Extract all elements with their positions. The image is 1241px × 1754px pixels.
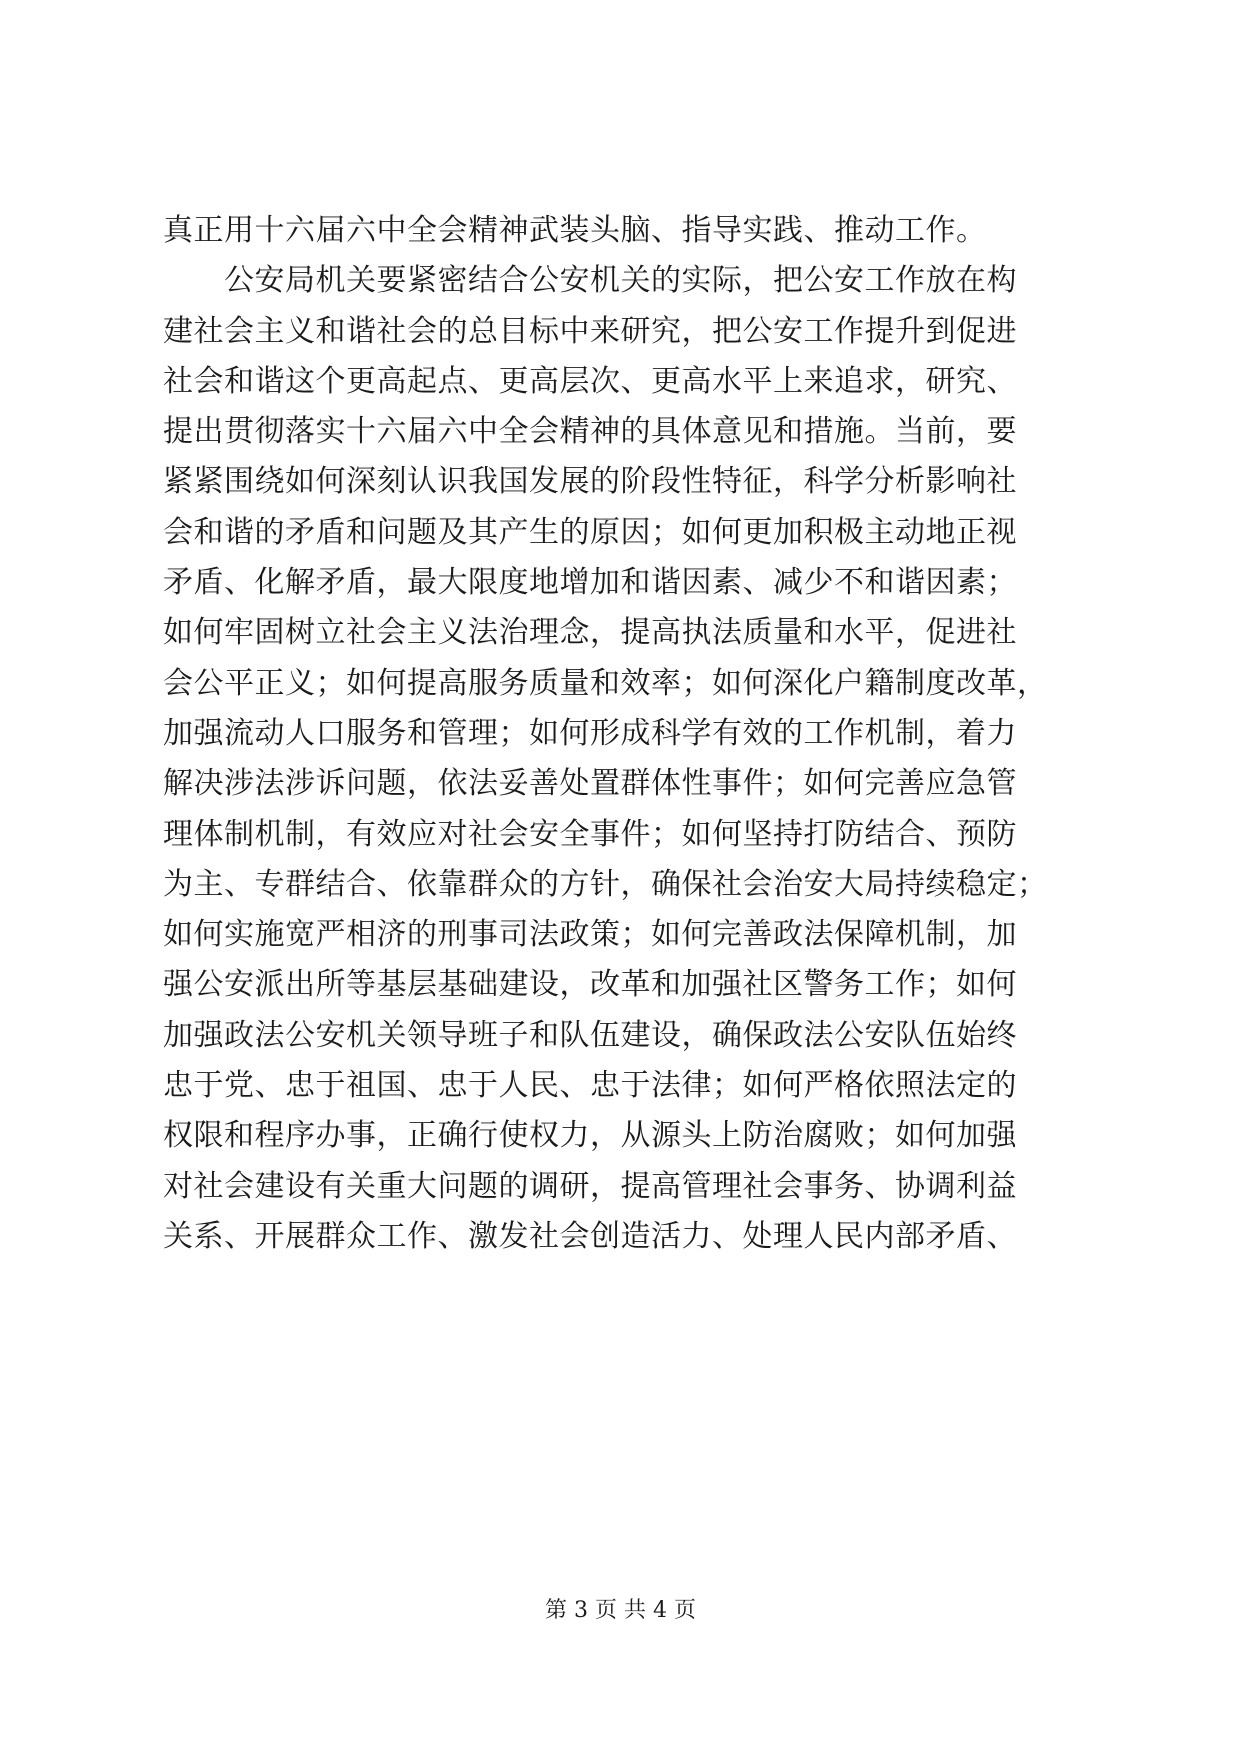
text-line-5: 提出贯彻落实十六届六中全会精神的具体意见和措施。当前，要 [163, 414, 1017, 450]
text-line-6: 紧紧围绕如何深刻认识我国发展的阶段性特征，科学分析影响社 [163, 464, 1017, 500]
text-line-15: 如何实施宽严相济的刑事司法政策；如何完善政法保障机制，加 [163, 917, 1017, 953]
page-number-footer: 第 3 页 共 4 页 [545, 1598, 696, 1623]
text-line-1: 真正用十六届六中全会精神武装头脑、指导实践、推动工作。 [163, 213, 987, 248]
text-line-2: 公安局机关要紧密结合公安机关的实际，把公安工作放在构 [163, 263, 1017, 299]
text-line-3: 建社会主义和谐社会的总目标中来研究，把公安工作提升到促进 [163, 313, 1017, 349]
text-line-18: 忠于党、忠于祖国、忠于人民、忠于法律；如何严格依照法定的 [163, 1068, 1017, 1104]
text-line-12: 解决涉法涉诉问题，依法妥善处置群体性事件；如何完善应急管 [163, 766, 1017, 802]
text-line-4: 社会和谐这个更高起点、更高层次、更高水平上来追求，研究、 [163, 363, 1017, 399]
text-line-21: 关系、开展群众工作、激发社会创造活力、处理人民内部矛盾、 [163, 1218, 1017, 1254]
text-line-11: 加强流动人口服务和管理；如何形成科学有效的工作机制，着力 [163, 715, 1017, 751]
text-line-16: 强公安派出所等基层基础建设，改革和加强社区警务工作；如何 [163, 967, 1017, 1003]
text-line-14: 为主、专群结合、依靠群众的方针，确保社会治安大局持续稳定； [163, 866, 1048, 902]
text-line-9: 如何牢固树立社会主义法治理念，提高执法质量和水平，促进社 [163, 615, 1017, 651]
text-line-13: 理体制机制，有效应对社会安全事件；如何坚持打防结合、预防 [163, 816, 1017, 852]
text-line-17: 加强政法公安机关领导班子和队伍建设，确保政法公安队伍始终 [163, 1017, 1017, 1053]
text-line-7: 会和谐的矛盾和问题及其产生的原因；如何更加积极主动地正视 [163, 514, 1017, 550]
text-line-19: 权限和程序办事，正确行使权力，从源头上防治腐败；如何加强 [163, 1118, 1017, 1154]
body-text [163, 206, 1083, 1262]
text-line-8: 矛盾、化解矛盾，最大限度地增加和谐因素、减少不和谐因素； [163, 565, 1017, 601]
text-line-10: 会公平正义；如何提高服务质量和效率；如何深化户籍制度改革， [163, 665, 1048, 701]
text-line-20: 对社会建设有关重大问题的调研，提高管理社会事务、协调利益 [163, 1168, 1017, 1204]
